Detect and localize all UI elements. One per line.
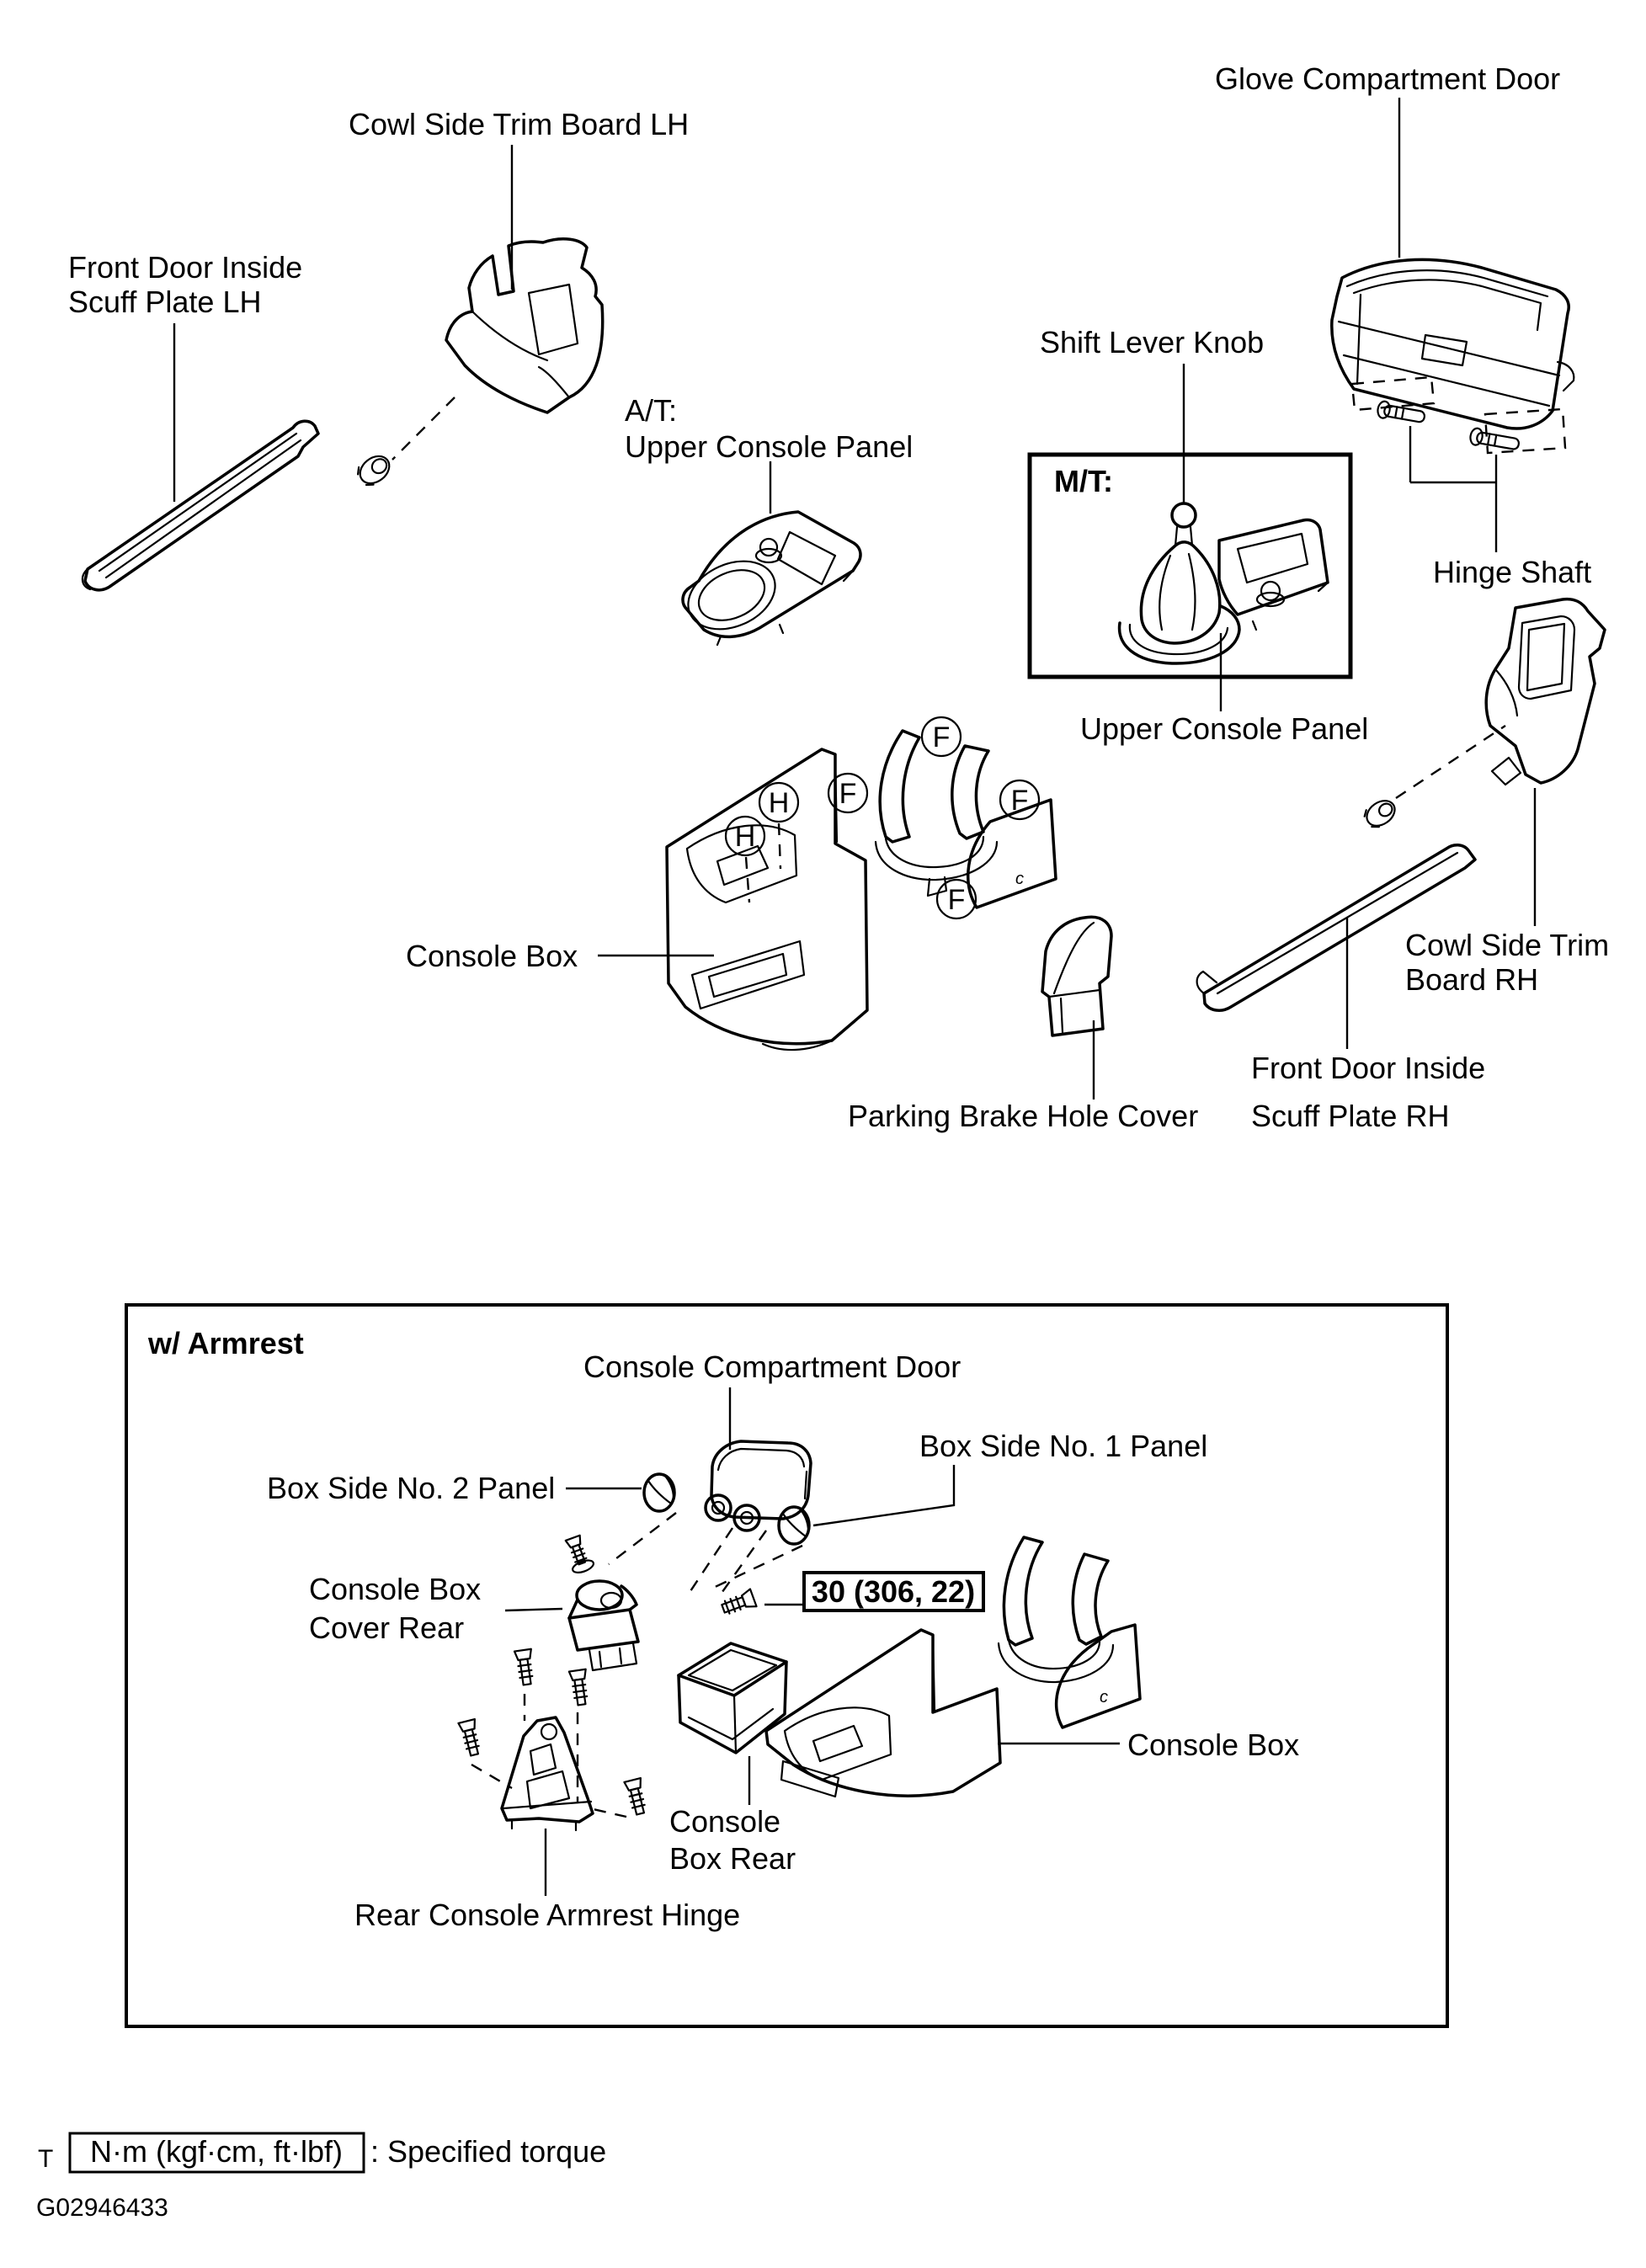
part-console-box-rear <box>679 1643 786 1753</box>
label-scuff-rh-line2: Scuff Plate RH <box>1251 1099 1450 1133</box>
label-cowl-side-trim-board-lh: Cowl Side Trim Board LH <box>349 107 690 141</box>
torque-bolt <box>720 1589 756 1617</box>
clip-dash-rh <box>1396 726 1505 798</box>
svg-text:H: H <box>768 787 790 819</box>
svg-text:F: F <box>932 721 951 753</box>
label-rear-console-armrest-hinge: Rear Console Armrest Hinge <box>354 1898 741 1932</box>
label-scuff-lh-line2: Scuff Plate LH <box>68 285 262 319</box>
leader-cover-rear <box>505 1609 562 1610</box>
svg-text:F: F <box>1010 785 1029 817</box>
svg-text:F: F <box>947 884 966 916</box>
label-upper-console-panel-mt: Upper Console Panel <box>1080 711 1369 746</box>
part-console-box-body <box>667 749 867 1050</box>
dash-cap1 <box>710 1546 802 1589</box>
label-box-rear-line2: Box Rear <box>669 1841 796 1876</box>
fastener-symbol-H1 <box>759 783 798 822</box>
fastener-symbol-F4 <box>937 880 976 918</box>
h1-dash <box>779 823 780 869</box>
legend-specified-torque: : Specified torque <box>370 2134 607 2169</box>
svg-text:H: H <box>734 821 756 853</box>
dash-bolt3 <box>471 1765 512 1788</box>
part-console-upper-frame <box>876 731 1056 908</box>
figure-code: G02946433 <box>36 2194 168 2222</box>
label-scuff-rh-line1: Front Door Inside <box>1251 1051 1486 1085</box>
part-mt-shift-boot-and-panel <box>1120 503 1328 663</box>
label-box-side-no1: Box Side No. 1 Panel <box>919 1429 1208 1463</box>
fastener-symbol-F3 <box>1000 780 1039 819</box>
bolt-2 <box>569 1669 591 1706</box>
label-console-compartment-door: Console Compartment Door <box>583 1350 961 1384</box>
label-hinge-shaft: Hinge Shaft <box>1433 555 1592 589</box>
legend-torque-units: N·m (kgf·cm, ft·lbf) <box>90 2134 343 2169</box>
label-shift-lever-knob: Shift Lever Knob <box>1040 325 1265 359</box>
label-box-rear-line1: Console <box>669 1804 781 1839</box>
label-glove-compartment-door: Glove Compartment Door <box>1215 61 1561 96</box>
label-cover-rear-line2: Cover Rear <box>309 1610 465 1645</box>
label-box-side-no2: Box Side No. 2 Panel <box>267 1471 556 1505</box>
label-cover-rear-line1: Console Box <box>309 1572 482 1606</box>
label-parking-brake-hole-cover: Parking Brake Hole Cover <box>848 1099 1199 1133</box>
panel-mark-armrest: c <box>1100 1688 1108 1706</box>
part-parking-brake-hole-cover <box>1042 917 1111 1036</box>
leader-hinge-shaft <box>1410 426 1496 552</box>
clip-dash-lh <box>392 397 455 460</box>
part-at-upper-console-panel <box>678 512 860 645</box>
torque-spec-value: 30 (306, 22) <box>811 1574 976 1609</box>
legend-t-mark: T <box>38 2145 54 2173</box>
fastener-symbol-F1 <box>922 717 961 756</box>
part-box-side-no2-panel <box>644 1474 674 1511</box>
bolt-3 <box>458 1719 482 1757</box>
bolt-4 <box>624 1778 648 1816</box>
dash-door-2 <box>720 1531 766 1595</box>
armrest-title: w/ Armrest <box>148 1326 304 1360</box>
clip-lh <box>354 450 394 488</box>
bolt-1 <box>514 1649 536 1685</box>
part-cowl-side-trim-board-rh <box>1486 599 1605 785</box>
label-console-box: Console Box <box>406 939 578 973</box>
label-at-prefix: A/T: <box>625 393 678 428</box>
label-cowl-rh-line2: Board RH <box>1405 962 1539 997</box>
svg-text:F: F <box>839 778 857 810</box>
panel-mark-top: c <box>1015 870 1024 888</box>
leader-box-side-1 <box>813 1465 954 1525</box>
dash-cap2 <box>609 1513 676 1564</box>
bolt-washer <box>562 1534 595 1574</box>
part-console-compartment-door <box>706 1441 811 1531</box>
part-front-door-scuff-plate-lh <box>83 421 318 590</box>
label-cowl-rh-line1: Cowl Side Trim <box>1405 928 1610 962</box>
hinge-shaft-pin-2 <box>1469 428 1521 453</box>
fastener-symbol-H2 <box>726 817 764 855</box>
part-cowl-side-trim-board-lh <box>446 239 603 413</box>
part-glove-compartment-door <box>1332 259 1574 429</box>
mt-label: M/T: <box>1054 464 1113 498</box>
part-box-side-no1-panel <box>779 1507 809 1544</box>
label-at-upper-console-panel: Upper Console Panel <box>625 429 914 464</box>
label-console-box-armrest: Console Box <box>1127 1728 1300 1762</box>
part-console-box-cover-rear <box>569 1581 638 1670</box>
label-scuff-lh-line1: Front Door Inside <box>68 250 303 285</box>
dash-bolt4 <box>589 1808 626 1817</box>
part-rear-console-armrest-hinge <box>502 1717 593 1830</box>
h2-dash <box>746 857 749 902</box>
clip-rh <box>1362 796 1399 831</box>
